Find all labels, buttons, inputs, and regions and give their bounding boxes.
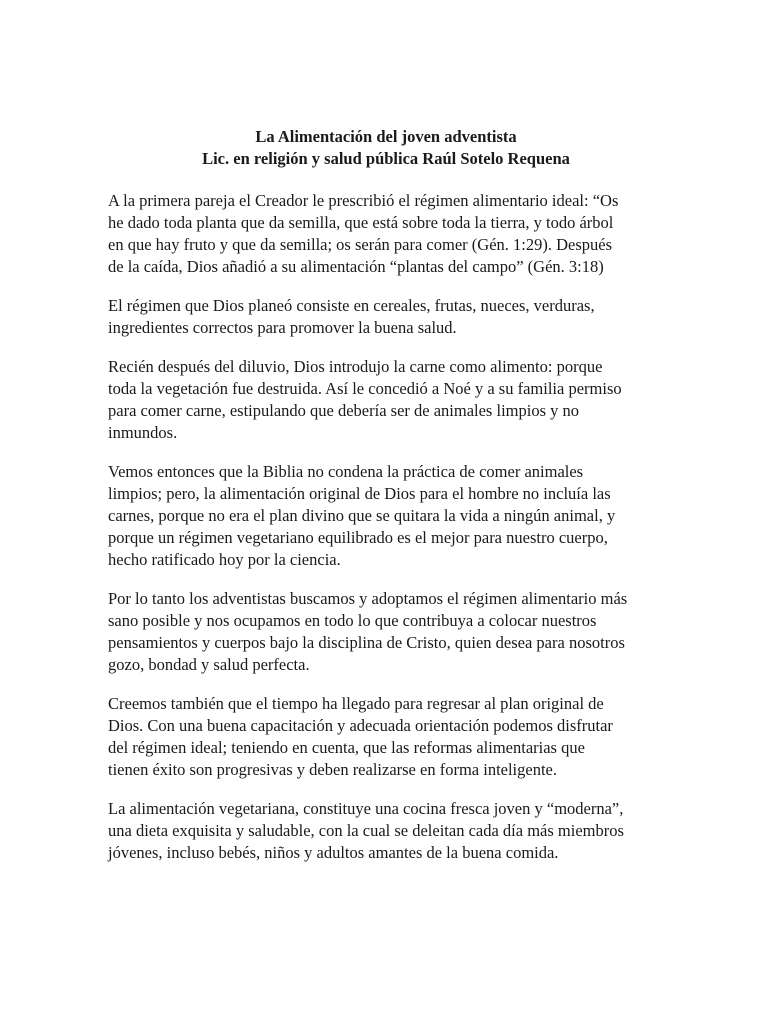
paragraph-line: de la caída, Dios añadió a su alimentación “plantas del campo” (Gén. 3:18) [108, 257, 604, 276]
paragraph-line: jóvenes, incluso bebés, niños y adultos amantes de la buena comida. [108, 843, 559, 862]
paragraph-line: toda la vegetación fue destruida. Así le concedió a Noé y a su familia permiso [108, 379, 622, 398]
paragraph-line: Por lo tanto los adventistas buscamos y adoptamos el régimen alimentario más [108, 589, 628, 608]
paragraph-line: Recién después del diluvio, Dios introdujo la carne como alimento: porque [108, 357, 603, 376]
paragraph-line: gozo, bondad y salud perfecta. [108, 655, 310, 674]
paragraph [108, 190, 664, 278]
paragraph-line: sano posible y nos ocupamos en todo lo que contribuya a colocar nuestros [108, 611, 597, 630]
paragraph-line: en que hay fruto y que da semilla; os serán para comer (Gén. 1:29). Después [108, 235, 612, 254]
paragraph-line: A la primera pareja el Creador le prescribió el régimen alimentario ideal: “Os [108, 191, 619, 210]
paragraph-line: he dado toda planta que da semilla, que está sobre toda la tierra, y todo árbol [108, 213, 614, 232]
paragraph [108, 461, 664, 571]
paragraph-line: tienen éxito son progresivas y deben realizarse en forma inteligente. [108, 760, 557, 779]
document-title: La Alimentación del joven adventista [255, 127, 517, 146]
paragraph-line: limpios; pero, la alimentación original de Dios para el hombre no incluía las [108, 484, 611, 503]
document-body [108, 126, 664, 881]
paragraph-line: Dios. Con una buena capacitación y adecuada orientación podemos disfrutar [108, 716, 613, 735]
paragraph-line: del régimen ideal; teniendo en cuenta, que las reformas alimentarias que [108, 738, 585, 757]
paragraph [108, 798, 664, 864]
paragraph-line: hecho ratificado hoy por la ciencia. [108, 550, 341, 569]
paragraph-line: para comer carne, estipulando que debería ser de animales limpios y no [108, 401, 579, 420]
paragraph-line: El régimen que Dios planeó consiste en cereales, frutas, nueces, verduras, [108, 296, 595, 315]
paragraph-list [108, 190, 664, 864]
paragraph-line: ingredientes correctos para promover la buena salud. [108, 318, 457, 337]
paragraph-line: pensamientos y cuerpos bajo la disciplina de Cristo, quien desea para nosotros [108, 633, 625, 652]
paragraph [108, 295, 664, 339]
paragraph [108, 356, 664, 444]
paragraph-line: Vemos entonces que la Biblia no condena la práctica de comer animales [108, 462, 584, 481]
paragraph [108, 693, 664, 781]
paragraph-line: inmundos. [108, 423, 178, 442]
paragraph-line: Creemos también que el tiempo ha llegado para regresar al plan original de [108, 694, 604, 713]
document-subtitle: Lic. en religión y salud pública Raúl Sotelo Requena [202, 149, 570, 168]
paragraph-line: porque un régimen vegetariano equilibrado es el mejor para nuestro cuerpo, [108, 528, 608, 547]
paragraph-line: carnes, porque no era el plan divino que se quitara la vida a ningún animal, y [108, 506, 616, 525]
paragraph-line: La alimentación vegetariana, constituye una cocina fresca joven y “moderna”, [108, 799, 624, 818]
paragraph [108, 588, 664, 676]
title-block [108, 126, 664, 170]
paragraph-line: una dieta exquisita y saludable, con la cual se deleitan cada día más miembros [108, 821, 624, 840]
